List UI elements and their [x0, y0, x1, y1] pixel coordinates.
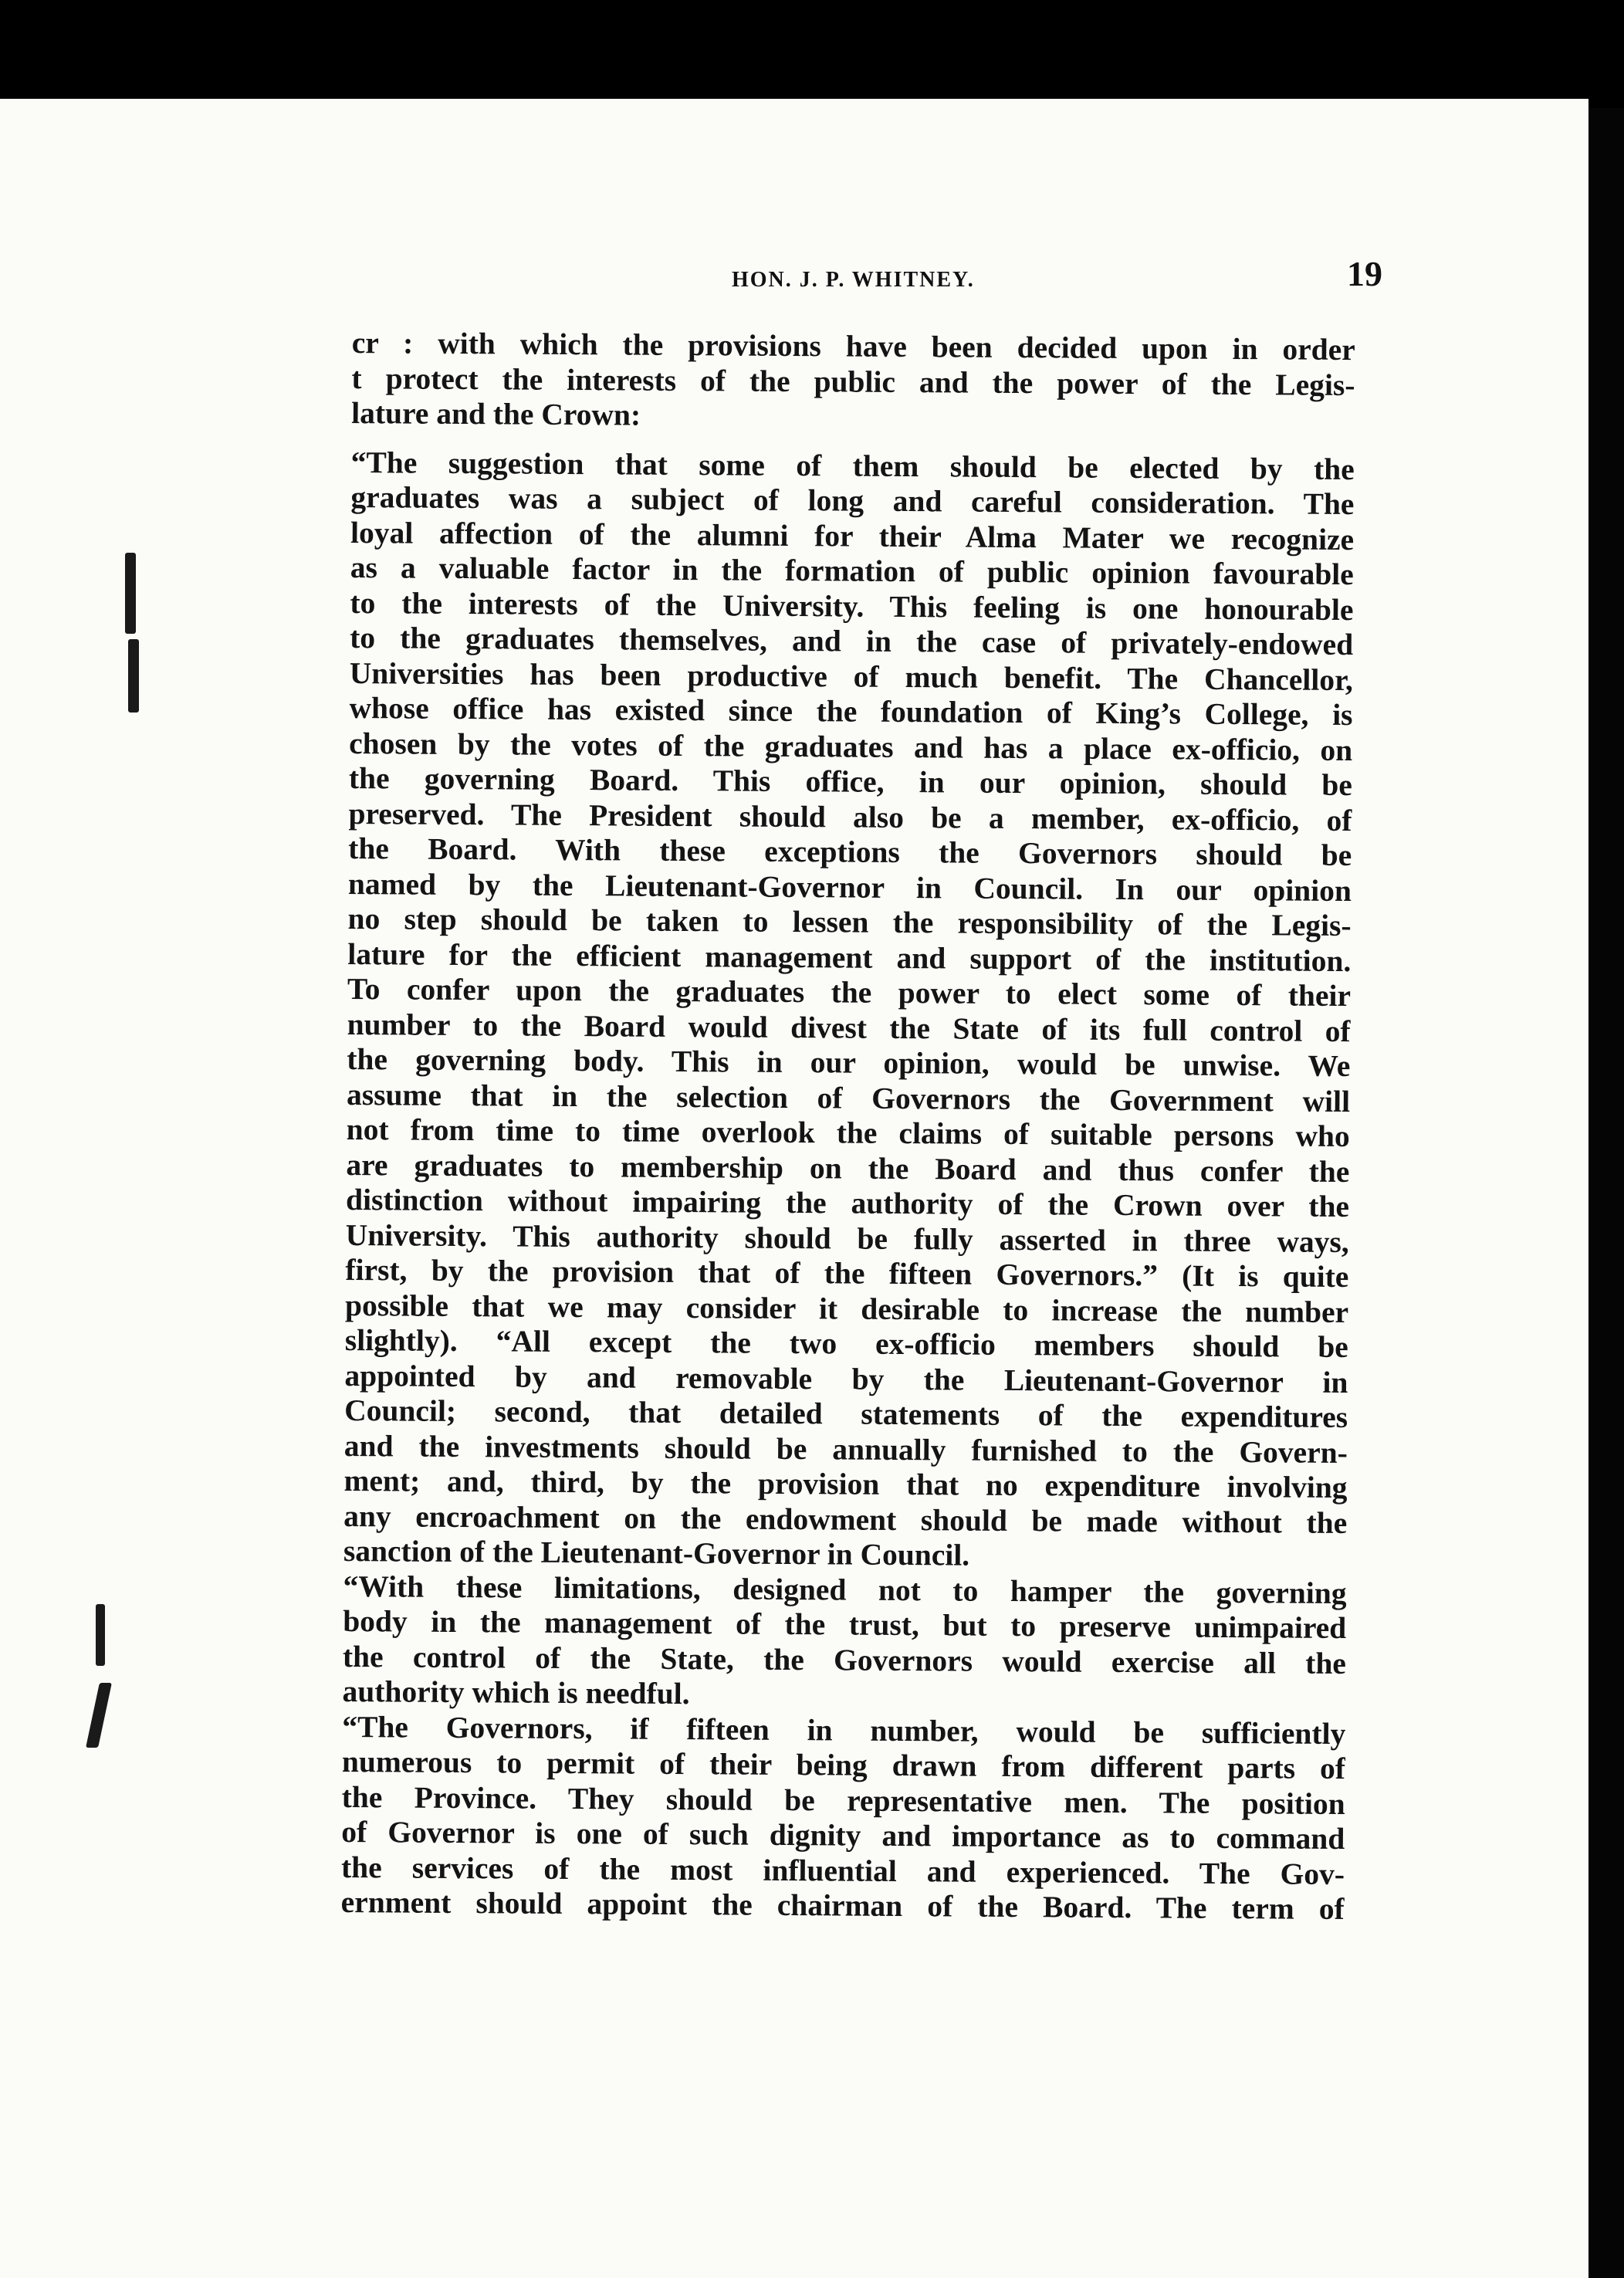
text-line: slightly). “All except the two ex-officio members should be — [344, 1322, 1348, 1365]
margin-mark-2 — [128, 639, 139, 713]
text-line: sanction of the Lieutenant-Governor in Council. — [343, 1533, 970, 1572]
text-line: the Board. With these exceptions the Governors should be — [348, 831, 1352, 873]
text-line: “With these limitations, designed not to hamper the governing — [343, 1569, 1347, 1610]
text-line: the Province. They should be representative men. The position — [341, 1779, 1345, 1821]
text-line: authority which is needful. — [342, 1674, 690, 1711]
text-line: appointed by and removable by the Lieutenant-Governor in — [344, 1358, 1348, 1400]
text-line: University. This authority should be fully asserted in three ways, — [345, 1217, 1349, 1259]
text-line: body in the management of the trust, but to preserve unimpaired — [343, 1603, 1347, 1646]
text-line: Universities has been productive of much benefit. The Chancellor, — [349, 655, 1353, 697]
text-line: “The Governors, if fifteen in number, would be sufficiently — [342, 1709, 1346, 1751]
text-line: are graduates to membership on the Board and thus confer the — [346, 1147, 1350, 1189]
text-line: chosen by the votes of the graduates and has a place ex-officio, on — [349, 726, 1353, 767]
text-line: assume that in the selection of Governors the Government will — [346, 1077, 1351, 1119]
text-line: and the investments should be annually furnished to the Govern- — [343, 1428, 1348, 1470]
text-line: the services of the most influential and experienced. The Gov- — [340, 1850, 1345, 1891]
margin-mark-3 — [96, 1604, 105, 1666]
text-line: ernment should appoint the chairman of the Board. The term of — [340, 1884, 1345, 1927]
text-line: numerous to permit of their being drawn from different parts of — [341, 1744, 1346, 1786]
text-line: to the interests of the University. This feeling is one honourable — [350, 585, 1354, 627]
text-line: graduates was a subject of long and careful consideration. The — [350, 479, 1355, 522]
text-line: not from time to time overlook the claims of suitable persons who — [346, 1112, 1350, 1154]
text-line: “The suggestion that some of them should be elected by the — [350, 445, 1355, 486]
text-line: loyal affection of the alumni for their Alma Mater we recognize — [350, 515, 1355, 557]
text-line: number to the Board would divest the State of its full control of — [347, 1007, 1351, 1048]
text-line: preserved. The President should also be a member, ex-officio, of — [348, 796, 1352, 838]
body-text — [341, 326, 1355, 1928]
text-line: cr : with which the provisions have been decided upon in order — [351, 326, 1355, 367]
text-line: To confer upon the graduates the power to elect some of their — [347, 971, 1352, 1014]
text-line: whose office has existed since the foundation of King’s College, is — [349, 690, 1353, 733]
text-line: ment; and, third, by the provision that no expenditure involving — [343, 1463, 1348, 1505]
text-line: the governing body. This in our opinion, would be unwise. We — [347, 1041, 1351, 1084]
page-number: 19 — [1347, 254, 1382, 293]
text-line: no step should be taken to lessen the responsibility of the Legis- — [347, 901, 1352, 943]
text-line: lature and the Crown: — [351, 395, 641, 432]
text-line: as a valuable factor in the formation of public opinion favourable — [350, 550, 1354, 592]
text-line: Council; second, that detailed statements of the expenditures — [344, 1393, 1348, 1435]
text-line: first, by the provision that of the fifteen Governors.” (It is quite — [345, 1252, 1349, 1295]
text-line: distinction without impairing the authority of the Crown over the — [345, 1182, 1350, 1224]
text-line: any encroachment on the endowment should be made without the — [343, 1498, 1348, 1540]
text-line: lature for the efficient management and support of the institution. — [347, 936, 1352, 978]
running-head: HON. J. P. WHITNEY. — [732, 268, 975, 292]
margin-mark-1 — [125, 553, 136, 634]
text-line: to the graduates themselves, and in the case of privately-endowed — [350, 620, 1354, 662]
text-line: the governing Board. This office, in our opinion, should be — [348, 760, 1353, 803]
text-line: of Governor is one of such dignity and importance as to command — [341, 1814, 1345, 1857]
text-line: t protect the interests of the public and the power of the Legis- — [351, 360, 1355, 402]
scan-border — [1588, 108, 1624, 2278]
text-line: possible that we may consider it desirable to increase the number — [344, 1288, 1349, 1329]
text-line: the control of the State, the Governors would exercise all the — [342, 1639, 1347, 1681]
text-line: named by the Lieutenant-Governor in Council. In our opinion — [347, 866, 1352, 908]
